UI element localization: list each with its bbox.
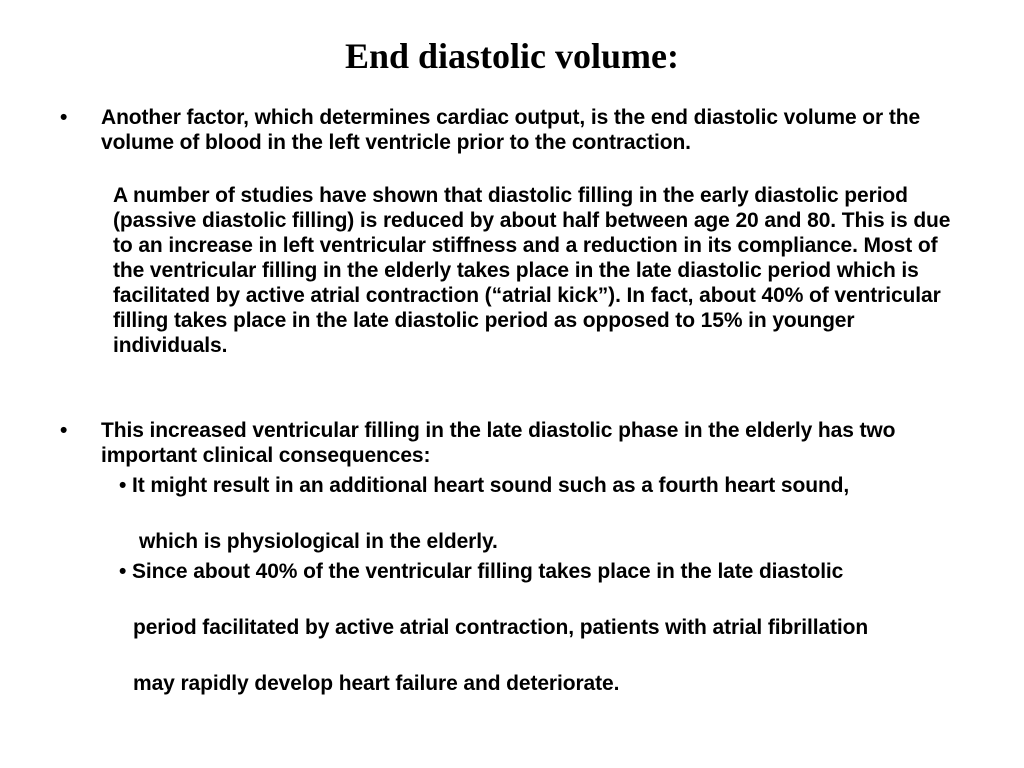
slide-title: End diastolic volume: — [344, 36, 680, 76]
sub-bullet-2-line1: • Since about 40% of the ventricular filling takes place in the late diastolic — [119, 560, 844, 583]
sub-bullet-1-line1: • It might result in an additional heart sound such as a fourth heart sound, — [119, 474, 850, 497]
sub-bullet-2-line2: period facilitated by active atrial contraction, patients with atrial fibrillation — [133, 616, 869, 639]
bullet1-intro: Another factor, which determines cardiac output, is the end diastolic volume or the volume of blood in the left ventricle prior to the contraction. — [101, 106, 921, 154]
sub-bullet-1-line2: which is physiological in the elderly. — [139, 530, 498, 553]
bullet-marker-1: • — [60, 106, 68, 129]
bullet-marker-2: • — [60, 419, 68, 442]
sub-bullet-2-line3: may rapidly develop heart failure and deteriorate. — [133, 672, 620, 695]
bullet1-detail: A number of studies have shown that diastolic filling in the early diastolic period (passive diastolic filling) is reduced by about half between age 20 and 80. This is due to an increase in left ventricular stiffness and a reduction in its compliance. Most of the ventricular filling in the elderly takes place in the late diastolic period which is facilitated by active atrial contraction (“atrial kick”). In fact, about 40% of ventricular filling takes place in the late diastolic period as opposed to 15% in younger individuals. — [113, 184, 951, 357]
bullet2-intro: This increased ventricular filling in the late diastolic phase in the elderly has two important clinical consequences: — [101, 419, 896, 467]
